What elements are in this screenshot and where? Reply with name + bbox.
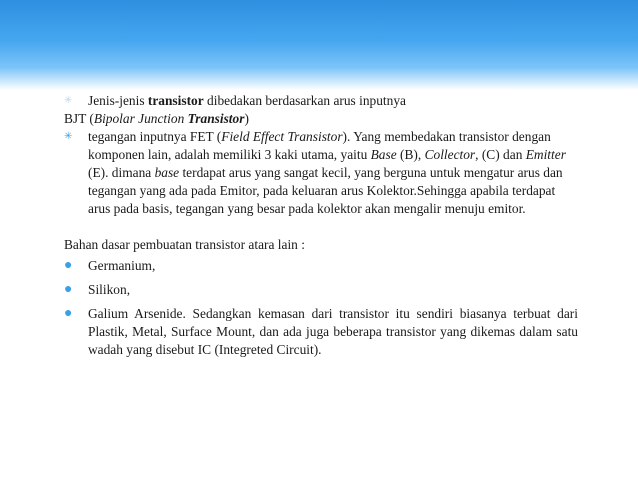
p3-i3: Collector (424, 147, 476, 162)
p1-text-after: dibedakan berdasarkan arus inputnya (203, 93, 406, 108)
p3-t1: tegangan inputnya FET ( (88, 129, 222, 144)
p1-text-before: Jenis-jenis (88, 93, 148, 108)
p3-i2: Base (370, 147, 397, 162)
paragraph-transistor-types (64, 92, 578, 110)
list-item (64, 305, 578, 359)
p1-text-bold: transistor (147, 93, 204, 108)
list-item (64, 281, 578, 299)
paragraph-fet (64, 128, 578, 218)
bullet-star-icon: ✳ (64, 95, 73, 106)
p3-i1: Field Effect Transistor (221, 129, 343, 144)
bullet-dot-icon: ● (64, 306, 73, 321)
p3-t6: terdapat arus yang sangat kecil, yang berguna untuk mengatur arus dan tegangan yang ada pada Emitor, pada keluaran arus Kolektor.Sehingga apabila terdapat arus pada basis, tegangan yang besar pada kolektor akan mengalir menuju emitor. (88, 165, 563, 216)
p2-text-bolditalic: Transistor (187, 111, 245, 126)
p3-t5: (E). dimana (88, 165, 155, 180)
p3-i4: Emitter (525, 147, 566, 162)
slide-body (64, 92, 578, 365)
p2-text-italic: Bipolar Junction (93, 111, 188, 126)
list-item (64, 257, 578, 275)
p3-t3: (B), (396, 147, 425, 162)
p3-i5: base (154, 165, 180, 180)
paragraph-bjt (64, 110, 578, 128)
paragraph-materials-intro: Bahan dasar pembuatan transistor atara lain : (64, 237, 305, 252)
material-label: Germanium, (88, 258, 156, 273)
material-label: Silikon, (88, 282, 131, 297)
p2-text-before: BJT ( (64, 111, 94, 126)
material-label: Galium Arsenide. Sedangkan kemasan dari transistor itu sendiri biasanya terbuat dari Plastik, Metal, Surface Mount, dan ada juga beberapa transistor yang dikemas dalam satu wadah yang disebut IC (Integreted Circuit). (88, 306, 578, 357)
p3-t4: , (C) dan (475, 147, 526, 162)
bullet-dot-icon: ● (64, 282, 73, 297)
p2-text-after: ) (244, 111, 249, 126)
spacer (64, 218, 578, 236)
header-banner (0, 0, 638, 90)
bullet-dot-icon: ● (64, 258, 73, 273)
bullet-star-icon: ✳ (64, 131, 73, 142)
p3-t2: ). Yang membedakan transistor dengan komponen lain, adalah memiliki 3 kaki utama, yaitu (88, 129, 551, 162)
